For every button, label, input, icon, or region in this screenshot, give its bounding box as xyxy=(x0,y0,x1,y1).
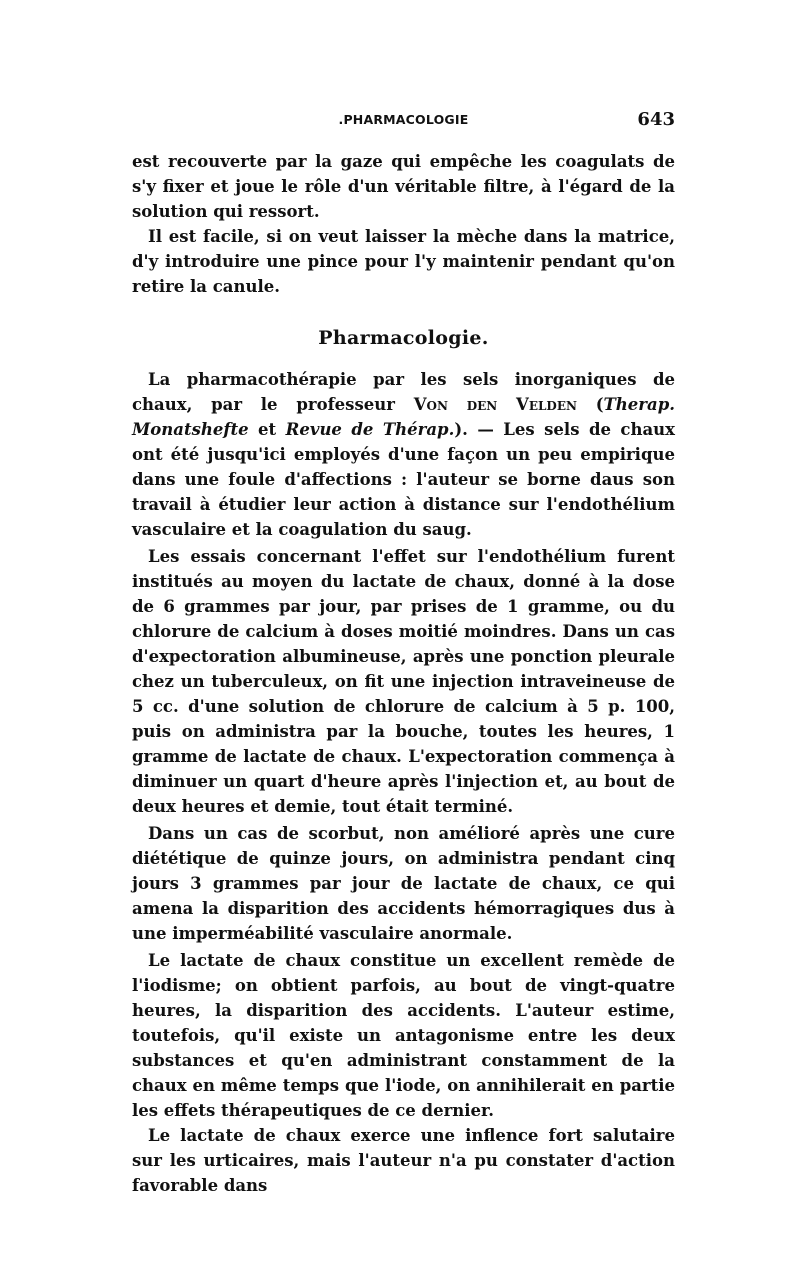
article-byline: par le professeur xyxy=(192,395,414,414)
paragraph-continuation: est recouverte par la gaze qui empêche les coagulats de s'y fixer et joue le rôle d'un véritable filtre, à l'égard de la solution qui ressort. xyxy=(132,152,675,221)
section-title: Pharmacologie. xyxy=(318,327,489,349)
journal-name-2: Revue de Thérap. xyxy=(285,420,455,439)
source-conjunction: et xyxy=(248,420,286,439)
body-text xyxy=(132,149,675,1198)
paragraph-article-intro xyxy=(132,367,675,542)
running-title: .PHARMACOLOGIE xyxy=(338,112,469,127)
paragraph-meche: Il est facile, si on veut laisser la mèche dans la matrice, d'y introduire une pince pour l'y maintenir pendant qu'on retire la canule. xyxy=(132,227,675,296)
paragraph-scorbut: Dans un cas de scorbut, non amélioré après une cure diététique de quinze jours, on administra pendant cinq jours 3 grammes par jour de lactate de chaux, ce qui amena la disparition des accidents hémorragiques dus à une imperméabilité vasculaire anormale. xyxy=(132,824,675,943)
paragraph-iodisme: Le lactate de chaux constitue un excellent remède de l'iodisme; on obtient parfois, au bout de vingt-quatre heures, la disparition des accidents. L'auteur estime, toutefois, qu'il existe un antagonisme entre les deux substances et qu'en administrant constamment de la chaux en même temps que l'iode, on annihilerait en partie les effets thérapeutiques de ce dernier. xyxy=(132,951,675,1120)
article-source-open: ( xyxy=(576,395,604,414)
journal-name-1: Therap. Monatshefte xyxy=(132,395,675,439)
article-title: La pharmacothérapie par les sels inorganiques de chaux, xyxy=(132,370,675,414)
paragraph-essais: Les essais concernant l'effet sur l'endothélium furent institués au moyen du lactate de chaux, donné à la dose de 6 grammes par jour, par prises de 1 gramme, ou du chlorure de calcium à doses moitié moindres. Dans un cas d'expectoration albumineuse, après une ponction pleurale chez un tuberculeux, on fit une injection intraveineuse de 5 cc. d'une solution de chlorure de calcium à 5 p. 100, puis on administra par la bouche, toutes les heures, 1 gramme de lactate de chaux. L'expectoration commença à diminuer un quart d'heure après l'injection et, au bout de deux heures et demie, tout était terminé. xyxy=(132,547,675,816)
paragraph-urticaires: Le lactate de chaux exerce une inflence fort salutaire sur les urticaires, mais l'auteur n'a pu constater d'action favorable dans xyxy=(132,1126,675,1195)
article-intro-text: ). — Les sels de chaux ont été jusqu'ici employés d'une façon un peu empirique dans une foule d'affections : l'auteur se borne daus son travail à étudier leur action à distance sur l'endothélium vasculaire et la coagulation du saug. xyxy=(132,420,676,539)
article-author: Von den Velden xyxy=(413,395,577,414)
page-number: 643 xyxy=(637,109,675,130)
running-head xyxy=(132,109,675,138)
